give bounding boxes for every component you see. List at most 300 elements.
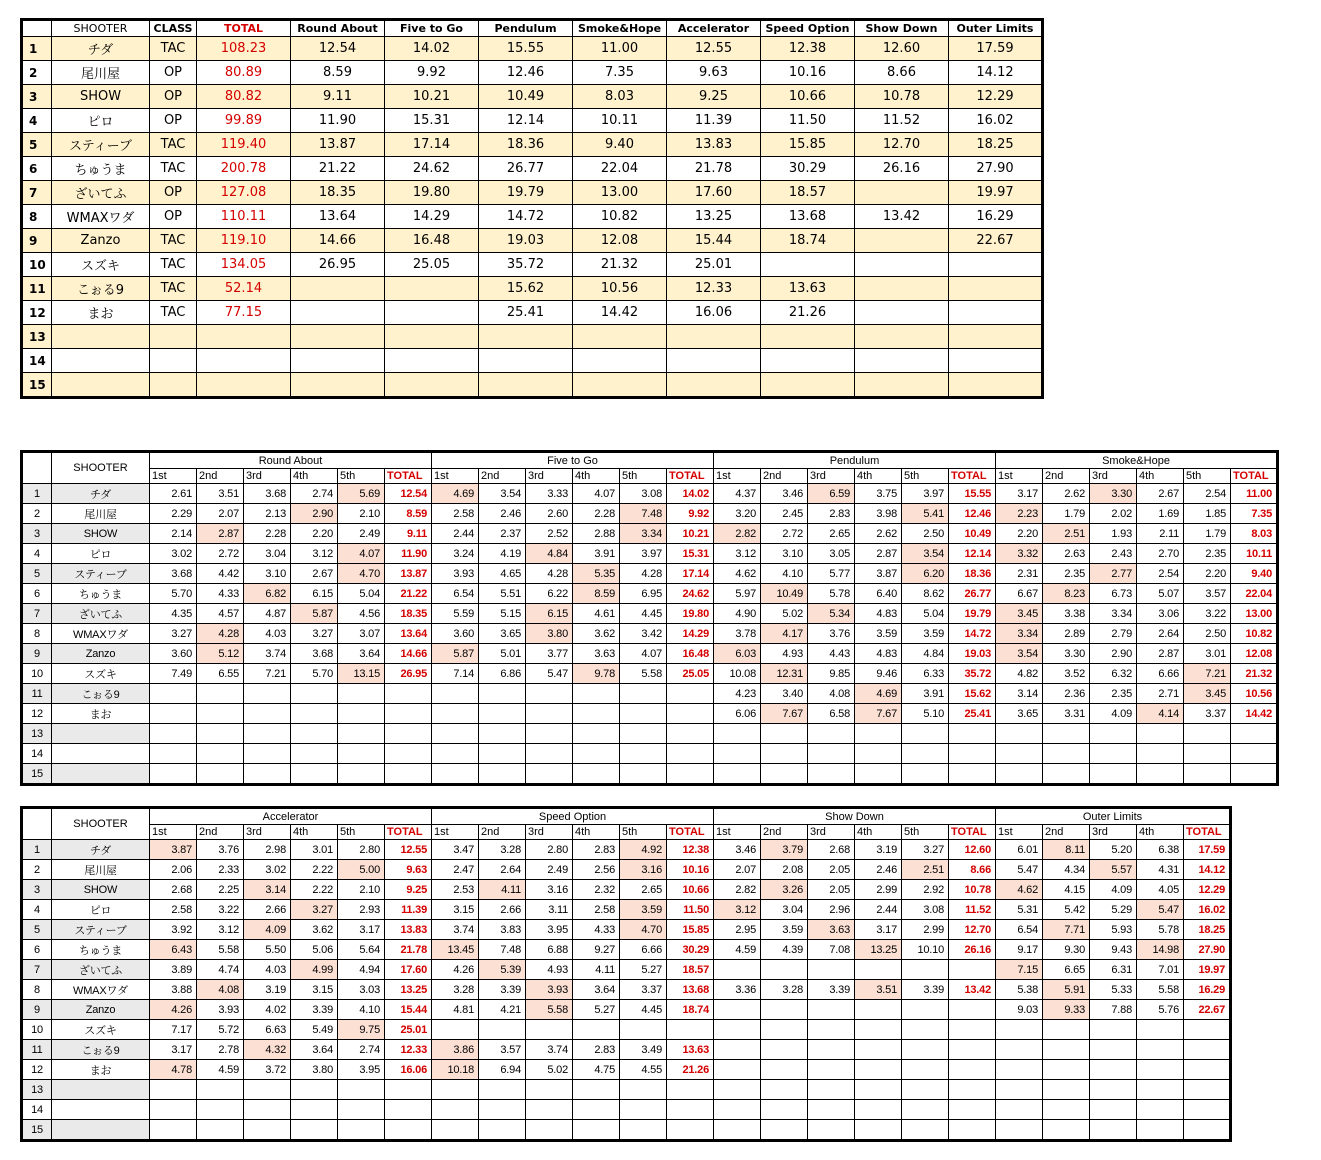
run-time xyxy=(620,704,667,724)
run-time xyxy=(197,1120,244,1141)
run-time: 7.15 xyxy=(996,960,1043,980)
run-time: 4.09 xyxy=(1090,704,1137,724)
shooter-name: スズキ xyxy=(52,253,150,277)
run-time: 2.90 xyxy=(1090,644,1137,664)
shooter-name: スズキ xyxy=(52,664,150,684)
row-number: 14 xyxy=(22,1100,52,1120)
detail-table-2 xyxy=(20,806,1232,1142)
run-time xyxy=(1137,1100,1184,1120)
run-time: 8.62 xyxy=(902,584,949,604)
run-time: 5.31 xyxy=(996,900,1043,920)
run-time: 6.40 xyxy=(855,584,902,604)
run-time xyxy=(808,1120,855,1141)
stage-time: 10.16 xyxy=(761,61,855,85)
run-time: 2.11 xyxy=(1137,524,1184,544)
summary-table xyxy=(20,18,1044,399)
run-time: 1.79 xyxy=(1184,524,1231,544)
shooter-name: 尾川屋 xyxy=(52,504,150,524)
run-time xyxy=(1184,744,1231,764)
stage-total: 9.40 xyxy=(1231,564,1278,584)
detail-header-stages xyxy=(22,808,1231,825)
stage-time: 16.02 xyxy=(949,109,1043,133)
header-shooter: SHOOTER xyxy=(52,20,150,37)
stage-total xyxy=(1231,744,1278,764)
run-time: 3.76 xyxy=(808,624,855,644)
shooter-name: スティーブ xyxy=(52,920,150,940)
total-time: 52.14 xyxy=(197,277,291,301)
shooter-name: ピロ xyxy=(52,544,150,564)
run-time: 2.90 xyxy=(291,504,338,524)
run-time: 4.93 xyxy=(761,644,808,664)
total-header: TOTAL xyxy=(949,825,996,840)
run-time: 3.52 xyxy=(1043,664,1090,684)
run-time: 2.74 xyxy=(338,1040,385,1060)
run-time: 3.11 xyxy=(526,900,573,920)
run-time: 3.02 xyxy=(244,860,291,880)
shooter-name: ざいてふ xyxy=(52,960,150,980)
run-time xyxy=(620,1100,667,1120)
summary-row xyxy=(22,61,1043,85)
run-time xyxy=(1090,764,1137,785)
summary-row xyxy=(22,157,1043,181)
run-time xyxy=(761,764,808,785)
stage-total: 13.68 xyxy=(667,980,714,1000)
run-time: 3.51 xyxy=(197,484,244,504)
run-time: 4.83 xyxy=(855,644,902,664)
run-time: 5.29 xyxy=(1090,900,1137,920)
run-time: 2.89 xyxy=(1043,624,1090,644)
run-time: 4.11 xyxy=(573,960,620,980)
run-time: 3.93 xyxy=(197,1000,244,1020)
run-time: 5.58 xyxy=(1137,980,1184,1000)
shooter-name: WMAXワダ xyxy=(52,980,150,1000)
stage-total: 10.56 xyxy=(1231,684,1278,704)
run-time xyxy=(573,724,620,744)
run-time: 7.67 xyxy=(855,704,902,724)
run-time: 2.65 xyxy=(620,880,667,900)
run-time: 2.96 xyxy=(808,900,855,920)
run-time xyxy=(1043,744,1090,764)
run-header: 1st xyxy=(150,825,197,840)
run-time: 4.81 xyxy=(432,1000,479,1020)
run-time: 2.20 xyxy=(291,524,338,544)
run-time: 1.93 xyxy=(1090,524,1137,544)
run-time: 3.27 xyxy=(150,624,197,644)
run-time xyxy=(1184,764,1231,785)
row-number: 8 xyxy=(22,205,52,229)
run-time: 3.14 xyxy=(996,684,1043,704)
run-time: 2.98 xyxy=(244,840,291,860)
run-header: 2nd xyxy=(1043,825,1090,840)
stage-time: 11.50 xyxy=(761,109,855,133)
run-time: 2.06 xyxy=(150,860,197,880)
stage-total: 12.14 xyxy=(949,544,996,564)
run-time xyxy=(902,1120,949,1141)
run-time: 4.92 xyxy=(620,840,667,860)
shooter-name: スズキ xyxy=(52,1020,150,1040)
run-time: 3.46 xyxy=(761,484,808,504)
run-time: 3.59 xyxy=(902,624,949,644)
run-header: 2nd xyxy=(761,825,808,840)
run-time xyxy=(1090,1120,1137,1141)
run-time xyxy=(620,1020,667,1040)
run-time: 2.28 xyxy=(573,504,620,524)
run-time xyxy=(855,744,902,764)
run-time: 2.67 xyxy=(1137,484,1184,504)
run-time xyxy=(761,724,808,744)
run-time: 5.59 xyxy=(432,604,479,624)
shooter-name: チダ xyxy=(52,840,150,860)
run-time: 5.38 xyxy=(996,980,1043,1000)
run-time: 1.69 xyxy=(1137,504,1184,524)
shooter-name: こぉる9 xyxy=(52,277,150,301)
shooter-class: TAC xyxy=(150,37,197,61)
run-time: 2.50 xyxy=(902,524,949,544)
stage-total: 16.02 xyxy=(1184,900,1231,920)
run-time xyxy=(855,764,902,785)
run-time: 6.15 xyxy=(526,604,573,624)
run-time: 4.02 xyxy=(244,1000,291,1020)
detail-row xyxy=(22,980,1231,1000)
run-time: 2.35 xyxy=(1184,544,1231,564)
detail-row xyxy=(22,1100,1231,1120)
run-time: 3.10 xyxy=(761,544,808,564)
row-number: 12 xyxy=(22,301,52,325)
run-time: 2.31 xyxy=(996,564,1043,584)
stage-total xyxy=(1184,1120,1231,1141)
run-time: 3.45 xyxy=(1184,684,1231,704)
run-time: 2.99 xyxy=(902,920,949,940)
run-time: 3.74 xyxy=(526,1040,573,1060)
stage-time: 13.83 xyxy=(667,133,761,157)
run-time: 7.71 xyxy=(1043,920,1090,940)
stage-header: Round About xyxy=(150,452,432,469)
run-time: 2.60 xyxy=(526,504,573,524)
stage-time: 14.12 xyxy=(949,61,1043,85)
run-time: 2.46 xyxy=(855,860,902,880)
shooter-class: TAC xyxy=(150,277,197,301)
stage-time: 10.78 xyxy=(855,85,949,109)
run-time: 6.86 xyxy=(479,664,526,684)
run-time: 6.54 xyxy=(432,584,479,604)
run-time xyxy=(855,724,902,744)
run-time: 4.03 xyxy=(244,960,291,980)
run-time: 3.88 xyxy=(150,980,197,1000)
run-time: 3.17 xyxy=(855,920,902,940)
stage-total xyxy=(1184,1040,1231,1060)
run-time: 2.78 xyxy=(197,1040,244,1060)
run-time: 2.36 xyxy=(1043,684,1090,704)
stage-time: 25.01 xyxy=(667,253,761,277)
run-time: 2.74 xyxy=(291,484,338,504)
run-time: 2.29 xyxy=(150,504,197,524)
stage-total: 8.03 xyxy=(1231,524,1278,544)
run-time xyxy=(808,1040,855,1060)
run-time xyxy=(291,684,338,704)
run-time: 3.59 xyxy=(620,900,667,920)
run-time: 4.21 xyxy=(479,1000,526,1020)
run-time: 5.87 xyxy=(432,644,479,664)
run-time: 3.64 xyxy=(338,644,385,664)
stage-time: 19.80 xyxy=(385,181,479,205)
run-time: 3.87 xyxy=(855,564,902,584)
run-header: 4th xyxy=(291,825,338,840)
stage-total: 16.48 xyxy=(667,644,714,664)
run-time: 2.79 xyxy=(1090,624,1137,644)
run-time: 4.05 xyxy=(1137,880,1184,900)
run-time xyxy=(1043,1120,1090,1141)
stage-time: 12.08 xyxy=(573,229,667,253)
stage-time: 19.03 xyxy=(479,229,573,253)
run-time: 3.80 xyxy=(291,1060,338,1080)
stage-time xyxy=(291,277,385,301)
run-time: 2.13 xyxy=(244,504,291,524)
run-time xyxy=(244,1120,291,1141)
stage-total: 8.59 xyxy=(385,504,432,524)
run-time xyxy=(244,1080,291,1100)
run-time: 3.37 xyxy=(1184,704,1231,724)
run-time: 2.72 xyxy=(197,544,244,564)
run-time: 5.78 xyxy=(808,584,855,604)
run-time xyxy=(479,764,526,785)
run-time: 3.15 xyxy=(291,980,338,1000)
total-time xyxy=(197,349,291,373)
run-time: 2.63 xyxy=(1043,544,1090,564)
stage-time xyxy=(949,373,1043,398)
stage-time: 26.95 xyxy=(291,253,385,277)
row-number: 5 xyxy=(22,564,52,584)
run-time: 4.28 xyxy=(526,564,573,584)
shooter-name: チダ xyxy=(52,484,150,504)
run-time xyxy=(291,1120,338,1141)
run-time: 6.43 xyxy=(150,940,197,960)
run-time: 5.07 xyxy=(1137,584,1184,604)
stage-total: 12.33 xyxy=(385,1040,432,1060)
run-header: 1st xyxy=(714,469,761,484)
run-time xyxy=(479,1100,526,1120)
stage-time: 17.59 xyxy=(949,37,1043,61)
run-time: 4.65 xyxy=(479,564,526,584)
run-time: 3.06 xyxy=(1137,604,1184,624)
stage-total: 27.90 xyxy=(1184,940,1231,960)
run-header: 2nd xyxy=(479,469,526,484)
stage-total: 13.00 xyxy=(1231,604,1278,624)
run-time: 8.23 xyxy=(1043,584,1090,604)
detail-row xyxy=(22,880,1231,900)
stage-total xyxy=(1231,724,1278,744)
run-time: 5.47 xyxy=(996,860,1043,880)
total-header: TOTAL xyxy=(667,469,714,484)
stage-total: 13.64 xyxy=(385,624,432,644)
run-time: 6.38 xyxy=(1137,840,1184,860)
stage-total: 18.35 xyxy=(385,604,432,624)
stage-time: 16.29 xyxy=(949,205,1043,229)
run-time: 4.99 xyxy=(291,960,338,980)
run-time: 6.15 xyxy=(291,584,338,604)
run-time xyxy=(291,1100,338,1120)
shooter-name xyxy=(52,373,150,398)
run-time: 3.62 xyxy=(291,920,338,940)
run-time: 2.32 xyxy=(573,880,620,900)
run-time: 4.08 xyxy=(197,980,244,1000)
run-time: 2.22 xyxy=(291,880,338,900)
stage-time xyxy=(385,349,479,373)
stage-total: 14.66 xyxy=(385,644,432,664)
run-time: 2.33 xyxy=(197,860,244,880)
run-time: 5.69 xyxy=(338,484,385,504)
run-time: 6.82 xyxy=(244,584,291,604)
stage-total xyxy=(1184,1100,1231,1120)
run-time: 3.95 xyxy=(526,920,573,940)
run-time: 4.61 xyxy=(573,604,620,624)
stage-total: 19.80 xyxy=(667,604,714,624)
run-time: 3.68 xyxy=(150,564,197,584)
run-time: 6.88 xyxy=(526,940,573,960)
run-time: 3.54 xyxy=(479,484,526,504)
run-time: 3.97 xyxy=(902,484,949,504)
run-time: 4.07 xyxy=(573,484,620,504)
run-time xyxy=(1043,1060,1090,1080)
run-time: 3.51 xyxy=(855,980,902,1000)
stage-time xyxy=(761,253,855,277)
stage-total xyxy=(385,684,432,704)
detail-row xyxy=(22,900,1231,920)
row-number: 10 xyxy=(22,1020,52,1040)
run-time: 3.38 xyxy=(1043,604,1090,624)
total-time: 110.11 xyxy=(197,205,291,229)
row-number: 15 xyxy=(22,764,52,785)
run-header: 1st xyxy=(432,469,479,484)
run-time: 3.01 xyxy=(291,840,338,860)
run-time: 4.09 xyxy=(244,920,291,940)
run-time: 3.91 xyxy=(573,544,620,564)
summary-header-row xyxy=(22,20,1043,37)
run-time: 4.19 xyxy=(479,544,526,564)
run-time: 6.06 xyxy=(714,704,761,724)
run-time: 4.42 xyxy=(197,564,244,584)
run-time: 2.28 xyxy=(244,524,291,544)
header-no xyxy=(22,452,52,484)
run-time: 3.07 xyxy=(338,624,385,644)
stage-total xyxy=(949,1060,996,1080)
run-time: 3.93 xyxy=(432,564,479,584)
run-time xyxy=(996,1120,1043,1141)
total-header: TOTAL xyxy=(385,469,432,484)
run-time: 2.20 xyxy=(996,524,1043,544)
run-time: 6.58 xyxy=(808,704,855,724)
run-time: 2.45 xyxy=(761,504,808,524)
run-time xyxy=(996,724,1043,744)
run-time: 4.70 xyxy=(338,564,385,584)
stage-total: 26.95 xyxy=(385,664,432,684)
stage-total: 9.25 xyxy=(385,880,432,900)
stage-time: 14.66 xyxy=(291,229,385,253)
run-time xyxy=(761,1040,808,1060)
run-time: 2.53 xyxy=(432,880,479,900)
stage-time: 21.32 xyxy=(573,253,667,277)
stage-time xyxy=(291,301,385,325)
stage-total: 13.42 xyxy=(949,980,996,1000)
run-time: 6.20 xyxy=(902,564,949,584)
run-time: 3.28 xyxy=(479,840,526,860)
run-time: 3.74 xyxy=(432,920,479,940)
stage-total: 11.52 xyxy=(949,900,996,920)
stage-total: 15.62 xyxy=(949,684,996,704)
row-number: 12 xyxy=(22,704,52,724)
stage-header: Pendulum xyxy=(714,452,996,469)
run-time xyxy=(291,704,338,724)
stage-total xyxy=(1184,1080,1231,1100)
run-time xyxy=(573,1080,620,1100)
run-time: 5.10 xyxy=(902,704,949,724)
run-header: 3rd xyxy=(244,825,291,840)
stage-time xyxy=(949,301,1043,325)
stage-total xyxy=(1184,1020,1231,1040)
detail-row xyxy=(22,624,1278,644)
run-time: 6.03 xyxy=(714,644,761,664)
run-time xyxy=(432,684,479,704)
run-time xyxy=(1137,764,1184,785)
run-time: 5.76 xyxy=(1137,1000,1184,1020)
run-time xyxy=(855,960,902,980)
run-time: 3.05 xyxy=(808,544,855,564)
run-time: 7.48 xyxy=(479,940,526,960)
stage-total: 19.03 xyxy=(949,644,996,664)
run-time: 4.37 xyxy=(714,484,761,504)
run-time: 3.28 xyxy=(761,980,808,1000)
detail-row xyxy=(22,744,1278,764)
run-time: 3.64 xyxy=(573,980,620,1000)
run-time: 3.59 xyxy=(855,624,902,644)
run-time xyxy=(855,1020,902,1040)
detail-row xyxy=(22,484,1278,504)
run-time: 2.51 xyxy=(902,860,949,880)
run-time xyxy=(902,1080,949,1100)
stage-total xyxy=(949,1000,996,1020)
run-header: 5th xyxy=(1184,469,1231,484)
run-time: 2.93 xyxy=(338,900,385,920)
run-time xyxy=(573,1100,620,1120)
run-time: 2.52 xyxy=(526,524,573,544)
row-number: 4 xyxy=(22,900,52,920)
detail-row xyxy=(22,664,1278,684)
stage-time: 35.72 xyxy=(479,253,573,277)
run-time: 5.91 xyxy=(1043,980,1090,1000)
run-header: 3rd xyxy=(526,825,573,840)
run-time: 1.85 xyxy=(1184,504,1231,524)
stage-total: 17.59 xyxy=(1184,840,1231,860)
run-time xyxy=(1043,1080,1090,1100)
run-time: 9.75 xyxy=(338,1020,385,1040)
run-time xyxy=(761,1120,808,1141)
detail-row xyxy=(22,704,1278,724)
run-time: 5.01 xyxy=(479,644,526,664)
row-number: 5 xyxy=(22,920,52,940)
run-time: 3.08 xyxy=(620,484,667,504)
shooter-name: スティーブ xyxy=(52,564,150,584)
run-time: 3.16 xyxy=(620,860,667,880)
run-time xyxy=(526,744,573,764)
row-number: 7 xyxy=(22,604,52,624)
stage-total: 10.66 xyxy=(667,880,714,900)
run-time: 3.12 xyxy=(714,544,761,564)
run-header: 5th xyxy=(338,825,385,840)
run-time: 3.93 xyxy=(526,980,573,1000)
row-number: 15 xyxy=(22,373,52,398)
row-number: 2 xyxy=(22,504,52,524)
header-no xyxy=(22,20,52,37)
detail-row xyxy=(22,920,1231,940)
